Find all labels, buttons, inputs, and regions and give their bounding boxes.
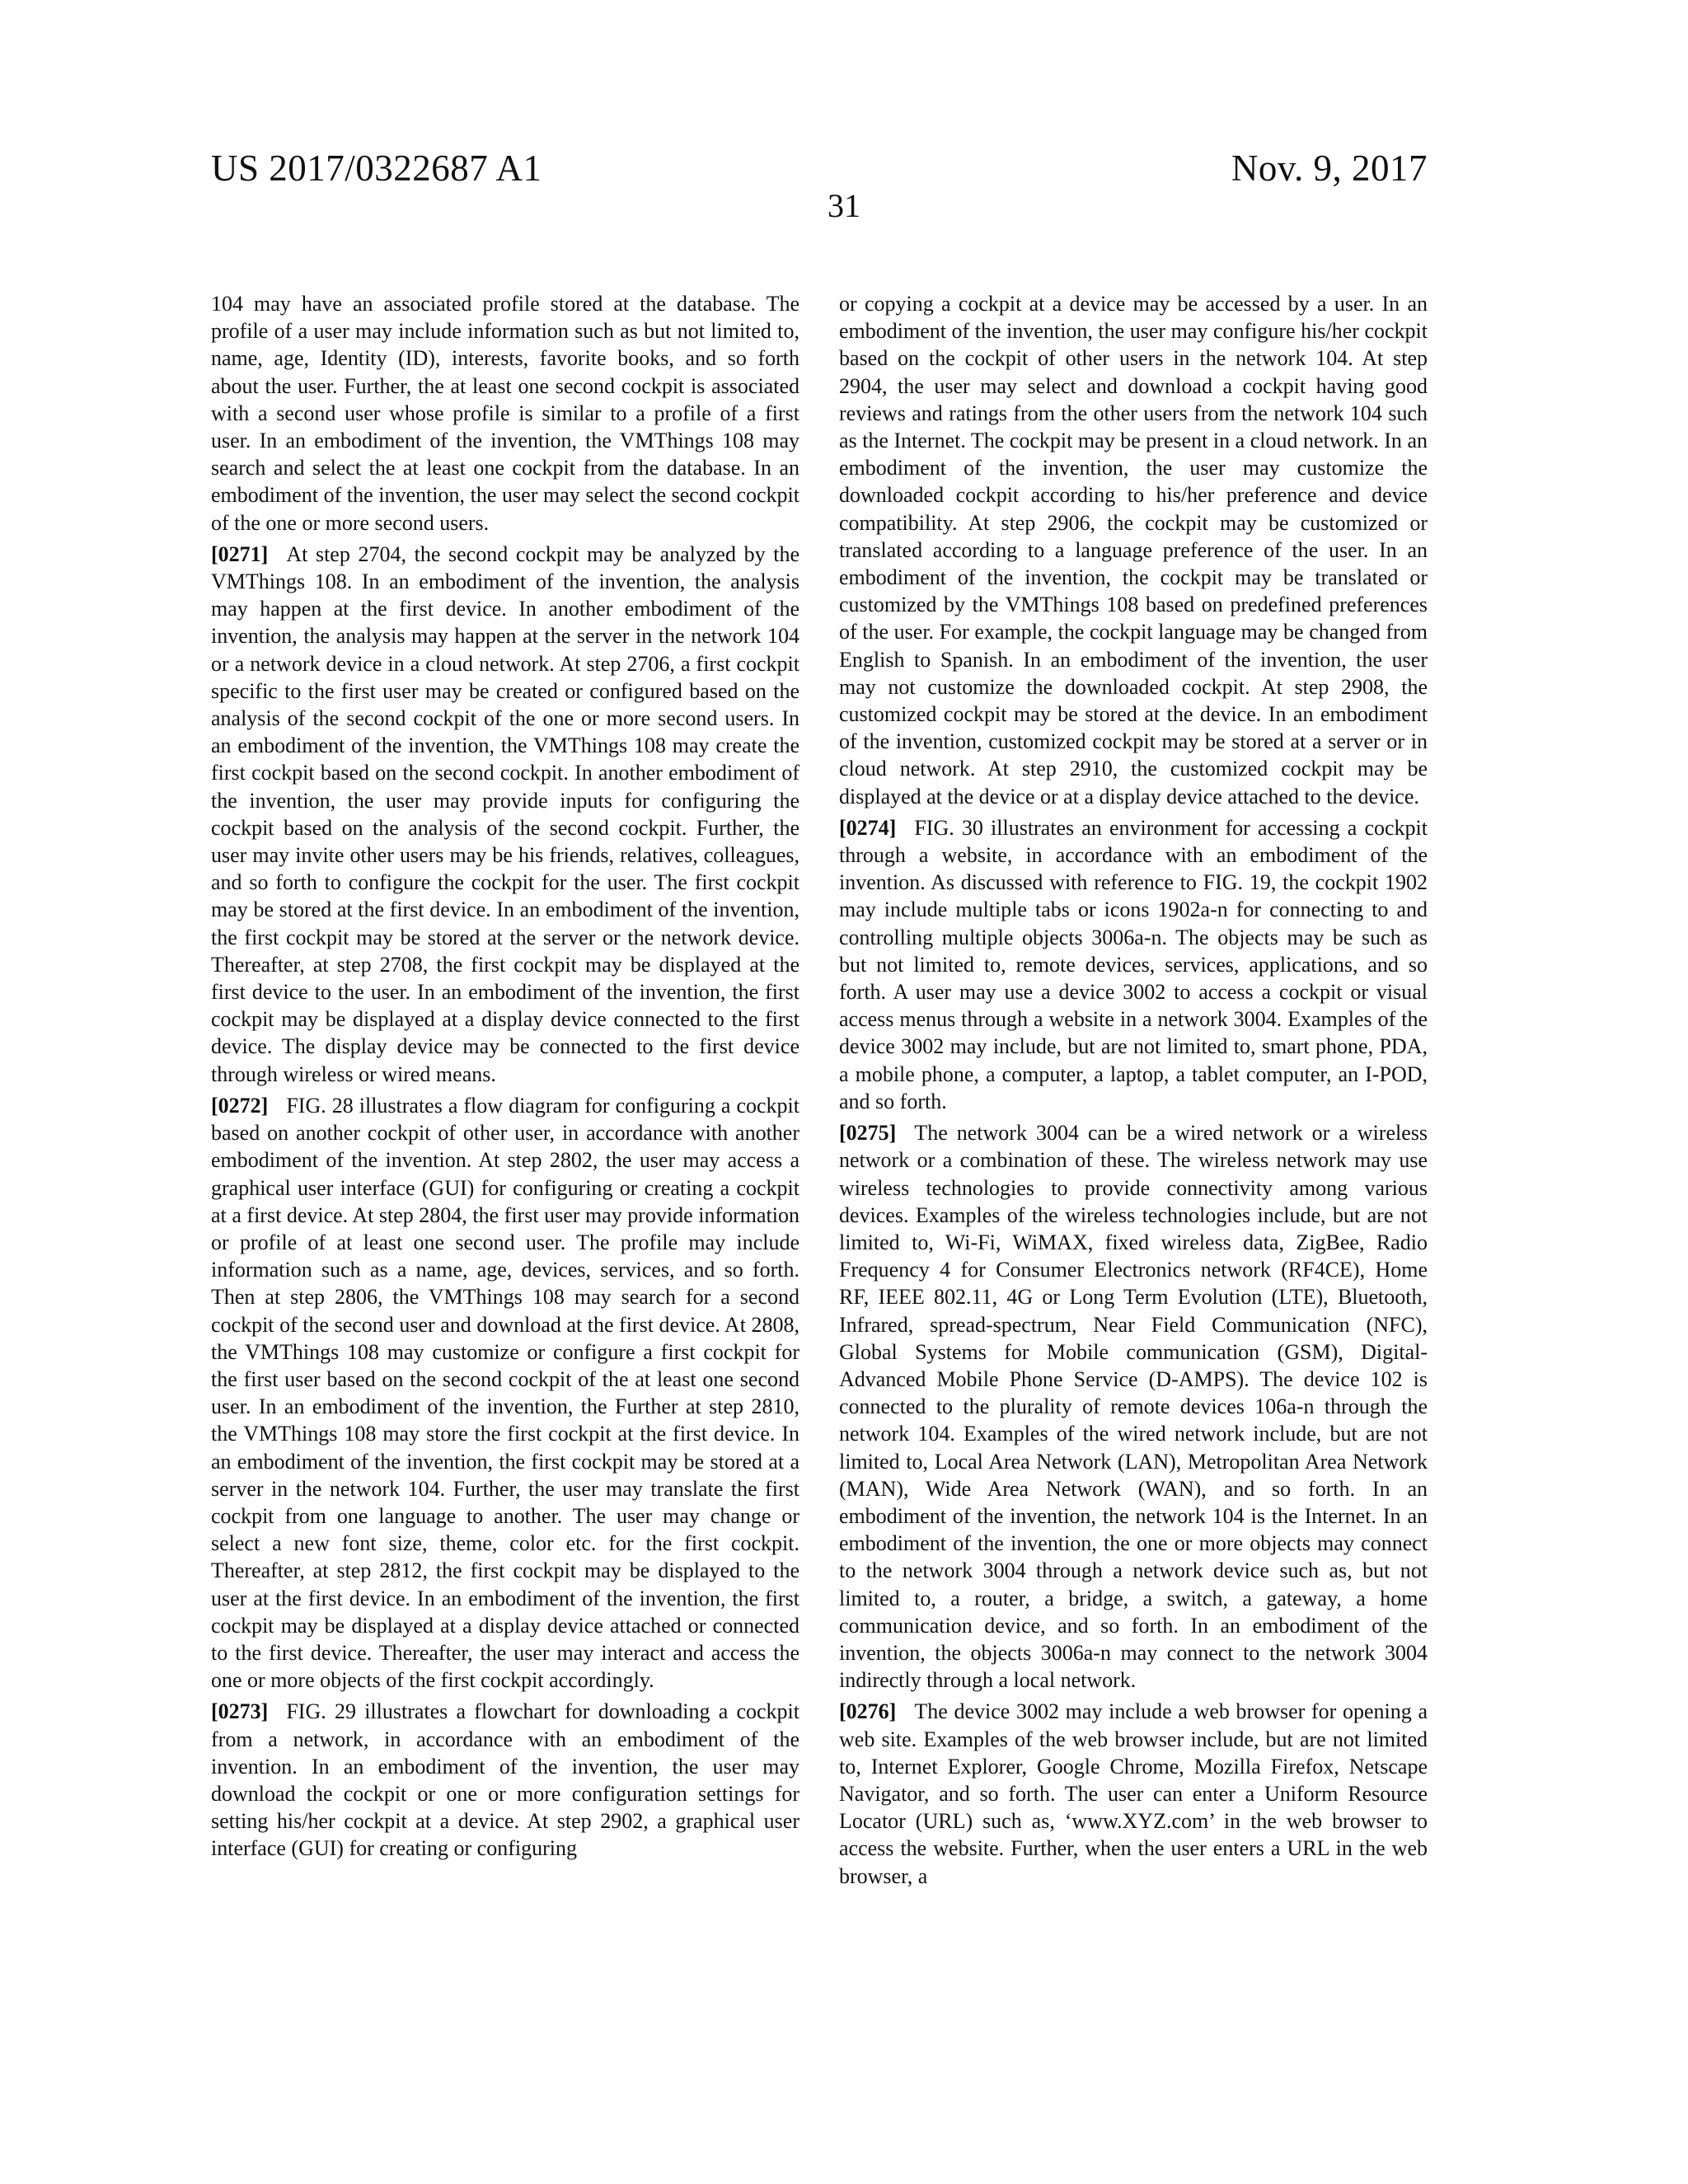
paragraph-text: The device 3002 may include a web browser for opening a web site. Examples of the web browser include, but are not limited to, Internet Explorer, Google Chrome, Mozilla Firefox, Netscape Navigator, and so forth. The user can enter a Uniform Resource Locator (URL) such as, ‘www.XYZ.com’ in the web browser to access the website. Further, when the user enters a URL in the web browser, a	[839, 1699, 1428, 1888]
paragraph-number: [0276]	[839, 1699, 897, 1724]
right-column	[839, 290, 1428, 2136]
paragraph	[839, 1698, 1428, 1889]
body-columns	[211, 290, 1428, 2136]
paragraph-number: [0275]	[839, 1121, 897, 1146]
paragraph	[211, 290, 799, 537]
paragraph-text: At step 2704, the second cockpit may be analyzed by the VMThings 108. In an embodiment of the invention, the analysis may happen at the first device. In another embodiment of the invention, the analysis may happen at the server in the network 104 or a network device in a cloud network. At step 2706, a first cockpit specific to the first user may be created or configured based on the analysis of the second cockpit of the one or more second users. In an embodiment of the invention, the VMThings 108 may create the first cockpit based on the second cockpit. In another embodiment of the invention, the user may provide inputs for configuring the cockpit based on the analysis of the second cockpit. Further, the user may invite other users may be his friends, relatives, colleagues, and so forth to configure the cockpit for the user. The first cockpit may be stored at the first device. In an embodiment of the invention, the first cockpit may be stored at the server or the network device. Thereafter, at step 2708, the first cockpit may be displayed at the first device to the user. In an embodiment of the invention, the first cockpit may be displayed at a display device connected to the first device. The display device may be connected to the first device through wireless or wired means.	[211, 541, 799, 1086]
paragraph-text: The network 3004 can be a wired network or a wireless network or a combination of these. The wireless network may use wireless technologies to provide connectivity among various devices. Examples of the wireless technologies include, but are not limited to, Wi-Fi, WiMAX, fixed wireless data, ZigBee, Radio Frequency 4 for Consumer Electronics network (RF4CE), Home RF, IEEE 802.11, 4G or Long Term Evolution (LTE), Bluetooth, Infrared, spread-spectrum, Near Field Communication (NFC), Global Systems for Mobile communication (GSM), Digital-Advanced Mobile Phone Service (D-AMPS). The device 102 is connected to the plurality of remote devices 106a-n through the network 104. Examples of the wired network include, but are not limited to, Local Area Network (LAN), Metropolitan Area Network (MAN), Wide Area Network (WAN), and so forth. In an embodiment of the invention, the network 104 is the Internet. In an embodiment of the invention, the one or more objects may connect to the network 3004 through a network device such as, but not limited to, a router, a bridge, a switch, a gateway, a home communication device, and so forth. In an embodiment of the invention, the objects 3006a-n may connect to the network 3004 indirectly through a local network.	[839, 1121, 1428, 1693]
paragraph	[839, 290, 1428, 810]
paragraph-number: [0271]	[211, 541, 269, 566]
paragraph-number: [0273]	[211, 1699, 269, 1724]
paragraph	[839, 814, 1428, 1115]
paragraph	[211, 1092, 799, 1694]
paragraph-text: or copying a cockpit at a device may be accessed by a user. In an embodiment of the invention, the user may configure his/her cockpit based on the cockpit of other users in the network 104. At step 2904, the user may select and download a cockpit having good reviews and ratings from the other users from the network 104 such as the Internet. The cockpit may be present in a cloud network. In an embodiment of the invention, the user may customize the downloaded cockpit according to his/her preference and device compatibility. At step 2906, the cockpit may be customized or translated according to a language preference of the user. In an embodiment of the invention, the cockpit may be translated or customized by the VMThings 108 based on predefined preferences of the user. For example, the cockpit language may be changed from English to Spanish. In an embodiment of the invention, the user may not customize the downloaded cockpit. At step 2908, the customized cockpit may be stored at the device. In an embodiment of the invention, customized cockpit may be stored at a server or in cloud network. At step 2910, the customized cockpit may be displayed at the device or at a display device attached to the device.	[839, 292, 1428, 808]
left-column	[211, 290, 799, 2136]
paragraph-text: FIG. 28 illustrates a flow diagram for configuring a cockpit based on another cockpit of other user, in accordance with another embodiment of the invention. At step 2802, the user may access a graphical user interface (GUI) for configuring or creating a cockpit at a first device. At step 2804, the first user may provide information or profile of at least one second user. The profile may include information such as a name, age, devices, services, and so forth. Then at step 2806, the VMThings 108 may search for a second cockpit of the second user and download at the first device. At 2808, the VMThings 108 may customize or configure a first cockpit for the first user based on the second cockpit of the at least one second user. In an embodiment of the invention, the Further at step 2810, the VMThings 108 may store the first cockpit at the first device. In an embodiment of the invention, the first cockpit may be stored at a server in the network 104. Further, the user may translate the first cockpit from one language to another. The user may change or select a new font size, theme, color etc. for the first cockpit. Thereafter, at step 2812, the first cockpit may be displayed to the user at the first device. In an embodiment of the invention, the first cockpit may be displayed at a display device attached or connected to the first device. Thereafter, the user may interact and access the one or more objects of the first cockpit accordingly.	[211, 1093, 799, 1693]
publication-date: Nov. 9, 2017	[1231, 148, 1428, 189]
paragraph-text: 104 may have an associated profile stored at the database. The profile of a user may include information such as but not limited to, name, age, Identity (ID), interests, favorite books, and so forth about the user. Further, the at least one second cockpit is associated with a second user whose profile is similar to a profile of a first user. In an embodiment of the invention, the VMThings 108 may search and select the at least one cockpit from the database. In an embodiment of the invention, the user may select the second cockpit of the one or more second users.	[211, 292, 799, 535]
page-number: 31	[828, 187, 860, 224]
paragraph-number: [0272]	[211, 1093, 269, 1118]
paragraph-text: FIG. 30 illustrates an environment for accessing a cockpit through a website, in accordance with an embodiment of the invention. As discussed with reference to FIG. 19, the cockpit 1902 may include multiple tabs or icons 1902a-n for connecting to and controlling multiple objects 3006a-n. The objects may be such as but not limited to, remote devices, services, applications, and so forth. A user may use a device 3002 to access a cockpit or visual access menus through a website in a network 3004. Examples of the device 3002 may include, but are not limited to, smart phone, PDA, a mobile phone, a computer, a laptop, a tablet computer, an I-POD, and so forth.	[839, 815, 1428, 1113]
paragraph	[839, 1119, 1428, 1694]
paragraph-number: [0274]	[839, 815, 897, 840]
paragraph	[211, 1698, 799, 1862]
paragraph	[211, 541, 799, 1088]
paragraph-text: FIG. 29 illustrates a flowchart for downloading a cockpit from a network, in accordance with an embodiment of the invention. In an embodiment of the invention, the user may download the cockpit or one or more configuration settings for setting his/her cockpit at a device. At step 2902, a graphical user interface (GUI) for creating or configuring	[211, 1699, 799, 1861]
publication-number: US 2017/0322687 A1	[211, 148, 542, 189]
